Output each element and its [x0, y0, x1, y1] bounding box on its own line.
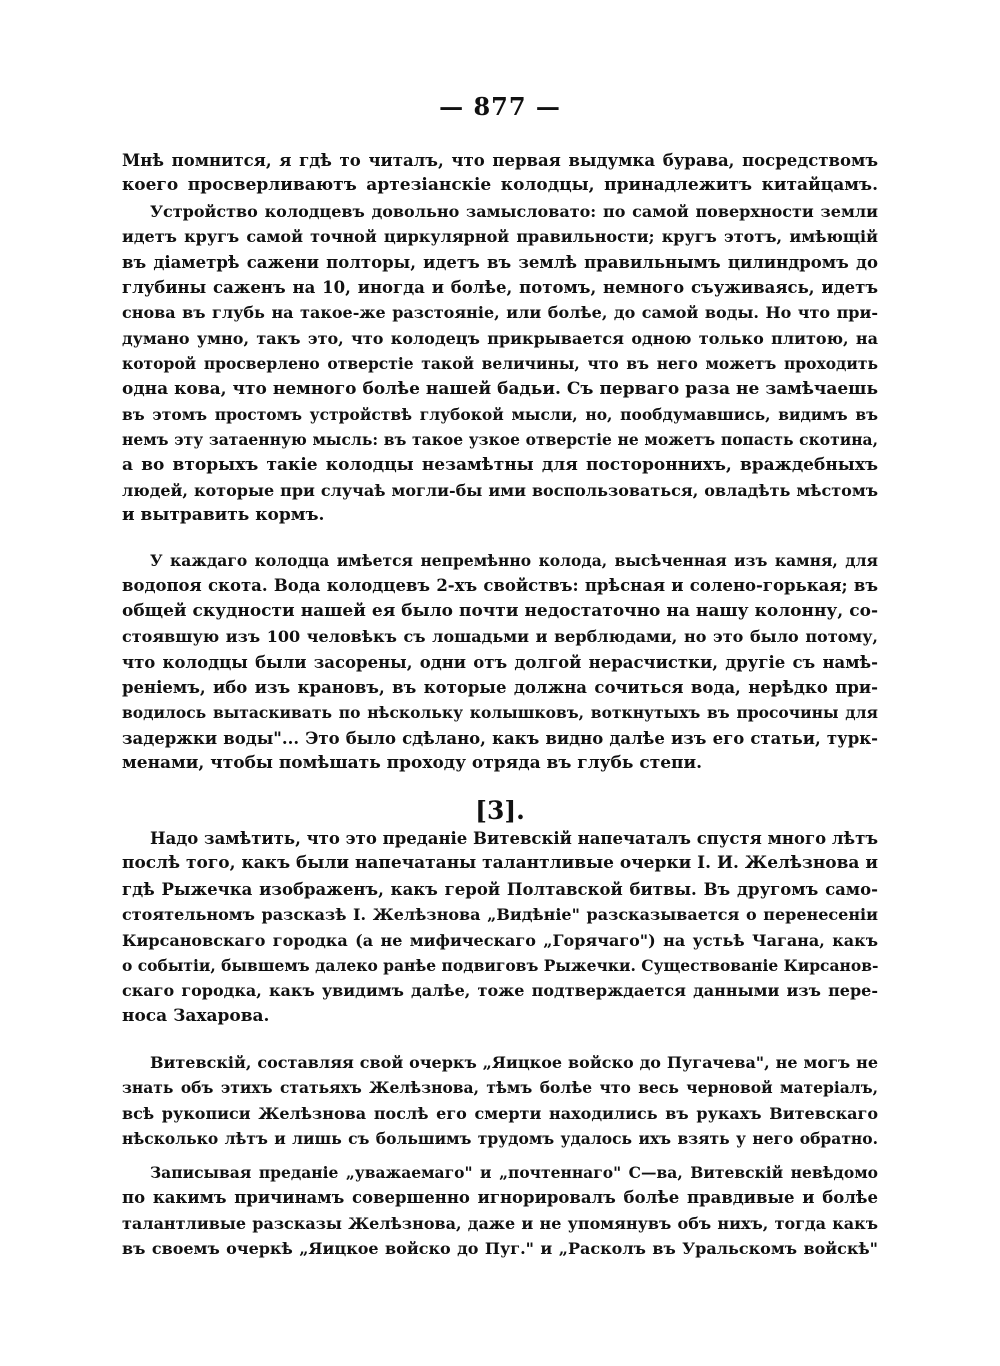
text-line: водопоя скота. Вода колодцевъ 2-хъ свойствъ: прѣсная и солено-горькая; въ [122, 576, 878, 596]
paragraph-1 [122, 148, 878, 529]
text-line: идетъ кругъ самой точной циркулярной правильности; кругъ этотъ, имѣющій [122, 227, 878, 247]
paragraph-4 [122, 1050, 878, 1152]
text-line: немъ эту затаенную мысль: въ такое узкое отверстіе не можетъ попасть скотина, [122, 430, 878, 450]
text-line: Надо замѣтить, что это преданіе Витевскій напечаталъ спустя много лѣтъ [150, 829, 878, 848]
text-line: Устройство колодцевъ довольно замысловато: по самой поверхности земли [150, 201, 878, 221]
text-line: гдѣ Рыжечка изображенъ, какъ герой Полтавской битвы. Въ другомъ само- [122, 879, 878, 899]
text-line: думано умно, такъ это, что колодецъ прикрывается одною только плитою, на [122, 328, 878, 348]
paragraph-5 [122, 1160, 878, 1262]
text-line: въ діаметрѣ сажени полторы, идетъ въ землѣ правильнымъ цилиндромъ до [122, 252, 878, 272]
text-line: реніемъ, ибо изъ крановъ, въ которые должна сочиться вода, нерѣдко при- [122, 677, 878, 697]
text-line: задержки воды"... Это было сдѣлано, какъ видно далѣе изъ его статьи, турк- [122, 728, 878, 748]
text-line: Мнѣ помнится, я гдѣ то читалъ, что первая выдумка бурава, посредствомъ [122, 151, 878, 170]
text-line: Кирсановскаго городка (а не мифическаго „Горячаго") на устьѣ Чагана, какъ [122, 930, 878, 950]
text-line: общей скудности нашей ея было почти недостаточно на нашу колонну, со- [122, 600, 878, 621]
text-line: стоявшую изъ 100 человѣкъ съ лошадьми и верблюдами, но это было потому, [122, 627, 878, 647]
text-line: менами, чтобы помѣшать проходу отряда въ глубь степи. [122, 753, 703, 774]
text-line: нѣсколько лѣтъ и лишь съ большимъ трудомъ удалось ихъ взять у него обратно. [122, 1129, 878, 1149]
text-line: и вытравить кормъ. [122, 505, 325, 526]
text-line: о событіи, бывшемъ далеко ранѣе подвиговъ Рыжечки. Существованіе Кирсанов- [122, 955, 878, 975]
text-line: людей, которые при случаѣ могли-бы ими воспользоваться, овладѣть мѣстомъ [122, 481, 878, 501]
text-line: талантливые разсказы Желѣзнова, даже и не упомянувъ объ нихъ, тогда какъ [122, 1213, 878, 1233]
text-line: одна кова, что немного болѣе нашей бадьи. Съ перваго раза не замѣчаешь [122, 378, 878, 399]
text-line: по какимъ причинамъ совершенно игнорировалъ болѣе правдивые и болѣе [122, 1188, 878, 1208]
text-line: У каждаго колодца имѣется непремѣнно колода, высѣченная изъ камня, для [150, 551, 878, 570]
paragraph-2 [122, 548, 878, 777]
text-line: а во вторыхъ такіе колодцы незамѣтны для постороннихъ, враждебныхъ [122, 454, 878, 475]
text-line: снова въ глубь на такое-же разстояніе, или болѣе, до самой воды. Но что при- [122, 303, 878, 323]
section-heading: [3]. [475, 796, 525, 825]
text-line: которой просверлено отверстіе такой величины, что въ него можетъ проходить [122, 354, 878, 374]
text-line: коего просверливаютъ артезіанскіе колодцы, принадлежитъ китайцамъ. [122, 175, 878, 196]
text-line: всѣ рукописи Желѣзнова послѣ его смерти находились въ рукахъ Витевскаго [122, 1103, 878, 1123]
text-line: водилось вытаскивать по нѣскольку колышковъ, воткнутыхъ въ просочины для [122, 703, 878, 723]
text-line: носа Захарова. [122, 1005, 270, 1026]
text-line: послѣ того, какъ были напечатаны талантливые очерки І. И. Желѣзнова и [122, 853, 878, 874]
text-line: что колодцы были засорены, одни отъ долгой нерасчистки, другіе съ намѣ- [122, 652, 878, 672]
text-line: Витевскій, составляя свой очеркъ „Яицкое войско до Пугачева", не могъ не [150, 1053, 878, 1072]
text-line: Записывая преданіе „уважаемаго" и „почтеннаго" С—ва, Витевскій невѣдомо [150, 1163, 878, 1182]
text-line: въ своемъ очеркѣ „Яицкое войско до Пуг." и „Расколъ въ Уральскомъ войскѣ" [122, 1239, 878, 1259]
text-line: въ этомъ простомъ устройствѣ глубокой мысли, но, пообдумавшись, видимъ въ [122, 404, 878, 424]
page-number: — 877 — [439, 92, 561, 121]
text-line: стоятельномъ разсказѣ І. Желѣзнова „Видѣніе" разсказывается о перенесеніи [122, 905, 878, 925]
text-line: скаго городка, какъ увидимъ далѣе, тоже подтверждается данными изъ пере- [122, 981, 878, 1001]
paragraph-3 [122, 826, 878, 1029]
text-line: знать объ этихъ статьяхъ Желѣзнова, тѣмъ болѣе что весь черновой матеріалъ, [122, 1078, 878, 1098]
text-line: глубины саженъ на 10, иногда и болѣе, потомъ, немного съуживаясь, идетъ [122, 277, 878, 297]
